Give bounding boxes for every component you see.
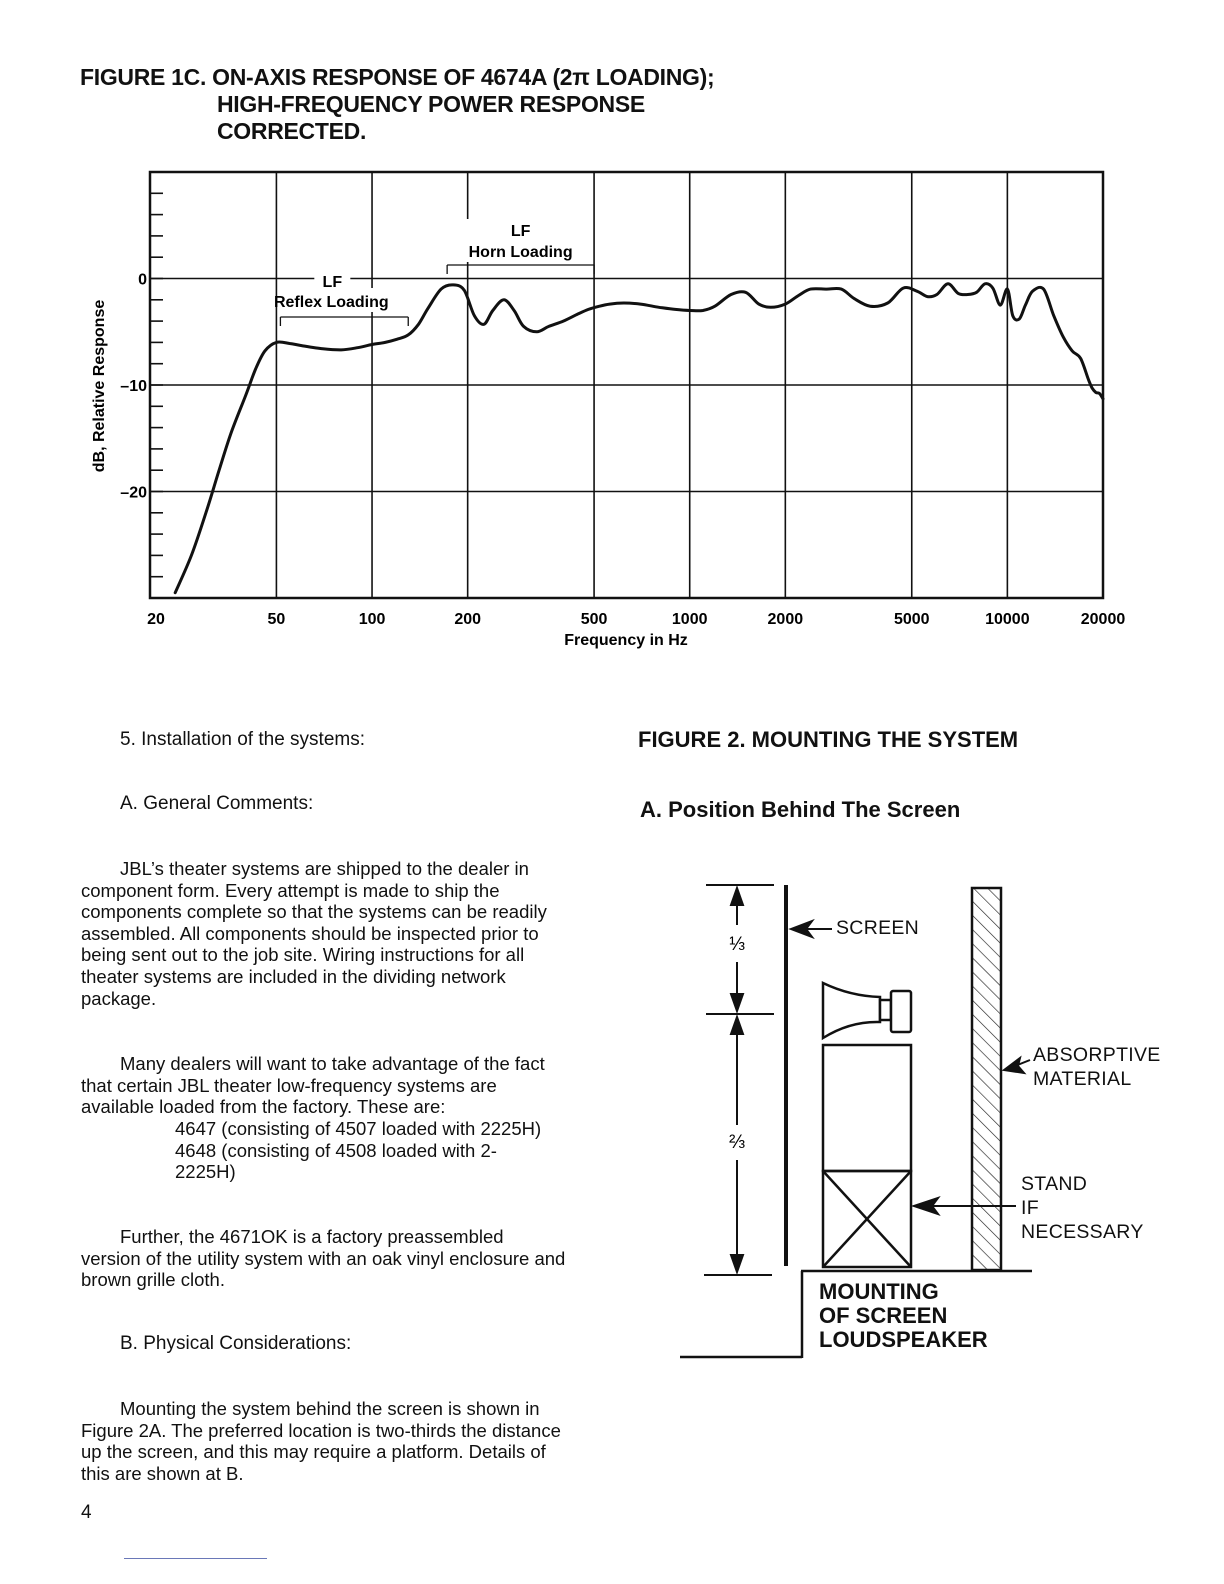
screen-label: SCREEN: [836, 917, 920, 939]
stand-label-line1: STAND: [1021, 1173, 1088, 1195]
x-axis-label: Frequency in Hz: [564, 632, 688, 649]
absorptive-material-label: [1033, 1043, 1161, 1091]
figure-1c-title-line1: FIGURE 1C. ON-AXIS RESPONSE OF 4674A (2π LOADING);: [80, 64, 715, 90]
paragraph-general-comments: JBL’s theater systems are shipped to the dealer in component form. Every attempt is made to ship the components complete so that the systems can be readily assembled. All components should be inspected prior to being sent out to the job site. Wiring instructions for all theater systems are included in the dividing network package.: [81, 858, 547, 1009]
mounting-label-line3: LOUDSPEAKER: [819, 1327, 988, 1352]
absorptive-wall: [972, 888, 1001, 1270]
x-tick-label: 50: [267, 611, 286, 628]
x-tick-label: 5000: [893, 611, 930, 628]
mounting-label-line2: OF SCREEN: [819, 1303, 948, 1328]
paragraph-factory-loaded: Many dealers will want to take advantage of the fact that certain JBL theater low-frequency systems are available loaded from the factory. These are:: [81, 1053, 545, 1118]
x-tick-label: 20: [147, 611, 165, 628]
horn-label-top: LF: [510, 223, 531, 240]
absorptive-label-line2: MATERIAL: [1033, 1068, 1132, 1090]
mounting-label-line1: MOUNTING: [819, 1279, 939, 1304]
x-tick-label: 200: [454, 611, 482, 628]
factory-list-item-4647: 4647 (consisting of 4507 loaded with 2225H): [175, 1118, 542, 1139]
x-tick-label: 100: [358, 611, 386, 628]
x-tick-label: 10000: [985, 611, 1030, 628]
horn-speaker: [823, 983, 911, 1038]
two-thirds-label: ⅔: [729, 1132, 745, 1153]
lf-cabinet: [823, 1045, 911, 1171]
figure-1c-title-line2: HIGH-FREQUENCY POWER RESPONSE: [217, 91, 645, 117]
mounting-label: [819, 1280, 988, 1352]
factory-list-item-4648-cont: 2225H): [175, 1161, 236, 1183]
absorptive-arrow: [1004, 1058, 1030, 1073]
figure-1c-title-line3: CORRECTED.: [217, 118, 367, 144]
y-axis-label: dB, Relative Response: [91, 299, 108, 473]
x-tick-label: 20000: [1080, 611, 1126, 628]
x-tick-label: 500: [580, 611, 608, 628]
factory-list-item-4648: 4648 (consisting of 4508 loaded with 2-: [175, 1139, 497, 1161]
figure-2-title: FIGURE 2. MOUNTING THE SYSTEM: [638, 727, 1019, 752]
one-third-label: ⅓: [729, 934, 745, 955]
x-tick-label: 1000: [671, 611, 708, 628]
y-tick-label: 0: [138, 271, 147, 289]
item-a-heading: A. General Comments:: [120, 793, 314, 814]
paragraph-mounting: Mounting the system behind the screen is shown in Figure 2A. The preferred location is two-thirds the distance up the screen, and this may require a platform. Details of this are shown at B.: [81, 1398, 561, 1484]
stand-label: [1021, 1172, 1144, 1244]
absorptive-label-line1: ABSORPTIVE: [1033, 1044, 1161, 1066]
reflex-label-bottom: Reflex Loading: [273, 294, 389, 311]
speaker-stand: [823, 1171, 911, 1267]
x-tick-label: 2000: [767, 611, 804, 628]
figure-2a-subtitle: A. Position Behind The Screen: [640, 797, 961, 822]
y-tick-label: –10: [120, 378, 147, 395]
page-number: 4: [81, 1502, 92, 1523]
y-tick-label: –20: [120, 484, 147, 502]
paragraph-preassembled: Further, the 4671OK is a factory preassembled version of the utility system with an oak vinyl enclosure and brown grille cloth.: [81, 1226, 566, 1291]
stand-label-line2: IF: [1021, 1197, 1039, 1219]
item-5-heading: 5. Installation of the systems:: [120, 729, 366, 750]
screen-arrow: [791, 921, 832, 937]
item-b-heading: B. Physical Considerations:: [120, 1333, 352, 1354]
stand-label-line3: NECESSARY: [1021, 1221, 1144, 1243]
horn-label-bottom: Horn Loading: [468, 244, 573, 261]
reflex-label-top: LF: [322, 274, 343, 291]
